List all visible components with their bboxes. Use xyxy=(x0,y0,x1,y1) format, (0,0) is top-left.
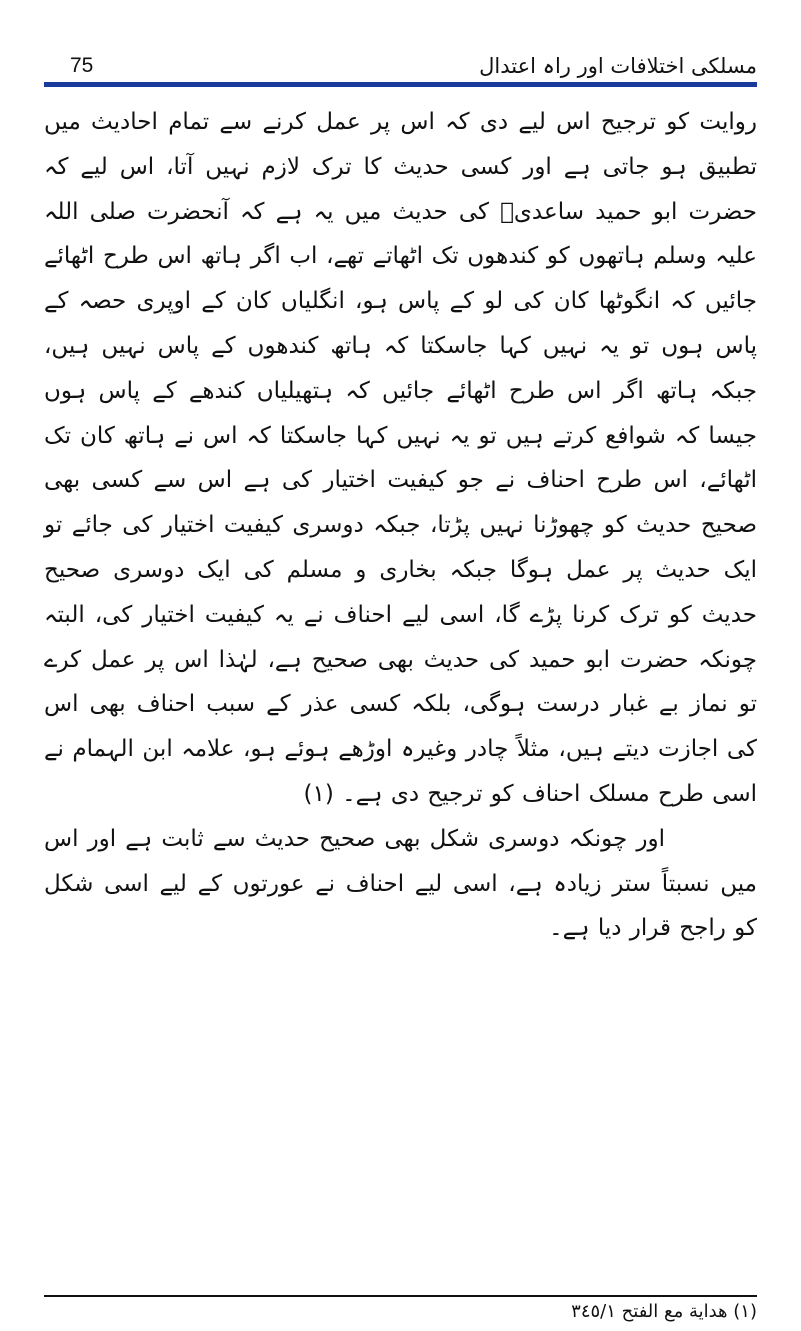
footnote-rule xyxy=(44,1295,757,1297)
body-text xyxy=(44,100,757,951)
paragraph: اور چونکہ دوسری شکل بھی صحیح حدیث سے ثابت ہے اور اس میں نسبتاً ستر زیادہ ہے، اسی لیے احناف نے عورتوں کے لیے اسی شکل کو راجح قرار دیا ہے۔ xyxy=(44,825,757,942)
page-number: 75 xyxy=(70,54,94,77)
footnote: (۱) هداية مع الفتح ۳٤٥/۱ xyxy=(571,1301,757,1322)
page-header xyxy=(44,44,757,88)
header-rule xyxy=(44,82,757,87)
running-title: مسلکی اختلافات اور راہ اعتدال xyxy=(479,54,757,78)
paragraph: روایت کو ترجیح اس لیے دی کہ اس پر عمل کرنے سے تمام احادیث میں تطبیق ہو جاتی ہے اور کسی حدیث کا ترک لازم نہیں آتا، اس لیے کہ حضرت ابو حمید ساعدیؓ کی حدیث میں یہ ہے کہ آنحضرت صلی اللہ علیہ وسلم ہاتھوں کو کندھوں تک اٹھاتے تھے، اب اگر ہاتھ اس طرح اٹھائے جائیں کہ انگوٹھا کان کی لو کے پاس ہو، انگلیاں کان کے اوپری حصہ کے پاس ہوں تو یہ نہیں کہا جاسکتا کہ ہاتھ کندھوں کے پاس نہیں ہیں، جبکہ ہاتھ اگر اس طرح اٹھائے جائیں کہ ہتھیلیاں کندھے کے پاس ہوں جیسا کہ شوافع کرتے ہیں تو یہ نہیں کہا جاسکتا کہ اس نے ہاتھ کان تک اٹھائے، اس طرح احناف نے جو کیفیت اختیار کی ہے اس سے کسی بھی صحیح حدیث کو چھوڑنا نہیں پڑتا، جبکہ دوسری کیفیت اختیار کی جائے تو ایک حدیث پر عمل ہوگا جبکہ بخاری و مسلم کی ایک دوسری صحیح حدیث کو ترک کرنا پڑے گا، اسی لیے احناف نے یہ کیفیت اختیار کی، البتہ چونکہ حضرت ابو حمید کی حدیث بھی صحیح ہے، لہٰذا اس پر عمل کرے تو نماز بے غبار درست ہوگی، بلکہ کسی عذر کے سبب احناف بھی اس کی اجازت دیتے ہیں، مثلاً چادر وغیرہ اوڑھے ہوئے ہو، علامہ ابن الہمام نے اسی طرح مسلک احناف کو ترجیح دی ہے۔ (۱) xyxy=(44,109,757,807)
